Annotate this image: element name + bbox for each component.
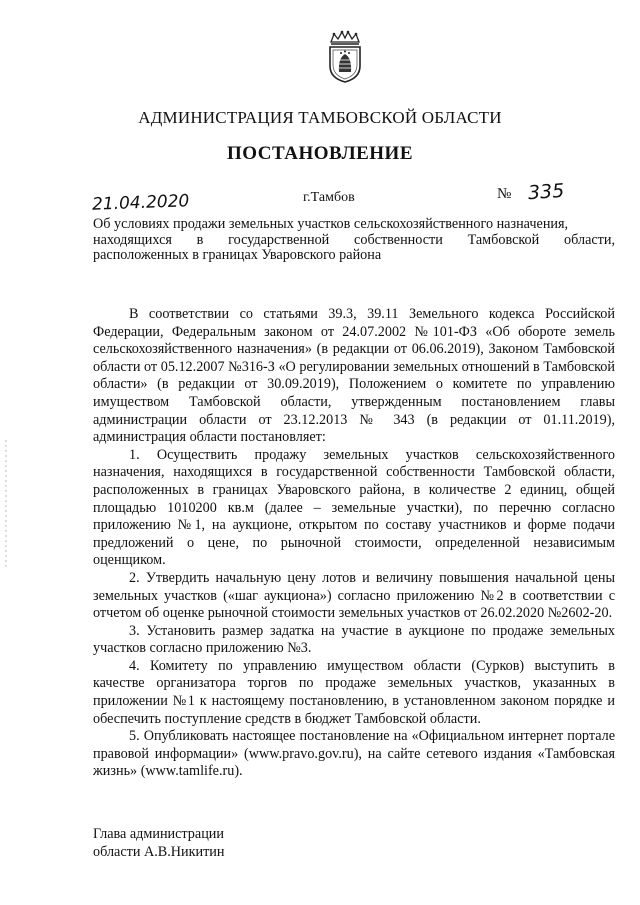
document-number-label: № — [497, 186, 512, 202]
resolution-item: 1. Осуществить продажу земельных участков сельскохозяйственного назначения, находящихся в государственной собственности Тамбовской области, расположенных в границах Уваровского района, в количестве 2 единиц, общей площадью 1010200 кв.м (далее – земельные участки), по перечню согласно приложению №1, на аукционе, открытом по составу участников и форме подачи предложений о цене, по рыночной стоимости, определенной независимым оценщиком. — [93, 446, 615, 569]
document-body — [93, 306, 615, 781]
signature-line: области А.В.Никитин — [93, 843, 225, 860]
document-date: 21.04.2020 — [91, 191, 190, 215]
document-number: 335 — [527, 179, 565, 205]
organization-title: АДМИНИСТРАЦИЯ ТАМБОВСКОЙ ОБЛАСТИ — [138, 108, 502, 127]
resolution-item: 2. Утвердить начальную цену лотов и величину повышения начальной цены земельных участков («шаг аукциона») согласно приложению №2 в соответствии с отчетом об оценке рыночной стоимости земельных участков от 26.02.2020 №2602-20. — [93, 569, 615, 622]
document-type-title: ПОСТАНОВЛЕНИЕ — [226, 143, 414, 164]
tambov-coat-of-arms-icon — [322, 30, 368, 84]
resolution-item: 5. Опубликовать настоящее постановление на «Официальном интернет портале правовой информации» (www.pravo.gov.ru), на сайте сетевого издания «Тамбовская жизнь» (www.tamlife.ru). — [93, 728, 615, 780]
document-subject — [93, 217, 615, 264]
scan-margin-mark — [5, 440, 7, 570]
document-city: г.Тамбов — [303, 190, 355, 205]
preamble-paragraph: В соответствии со статьями 39.3, 39.11 Земельного кодекса Российской Федерации, Федеральным законом от 24.07.2002 №101-ФЗ «Об обороте земель сельскохозяйственного назначения» (в редакции от 06.06.2019), Законом Тамбовской области от 05.12.2007 №316-З «О регулировании земельных отношений в Тамбовской области» (в редакции от 30.09.2019), Положением о комитете по управлению имуществом Тамбовской области, утвержденным постановлением главы администрации области от 23.12.2013 № 343 (в редакции от 01.11.2019), администрация области постановляет: — [93, 306, 615, 446]
subject-line: находящихся в государственной собственности Тамбовской области, — [93, 231, 615, 248]
signature-line: Глава администрации — [93, 826, 224, 842]
subject-line: Об условиях продажи земельных участков сельскохозяйственного назначения, — [93, 216, 569, 232]
subject-line: расположенных в границах Уваровского района — [93, 247, 382, 263]
resolution-item: 4. Комитету по управлению имуществом области (Сурков) выступить в качестве организатора торгов по продаже земельных участков, указанных в приложении №1 к настоящему постановлению, в установленном законом порядке и обеспечить поступление средств в бюджет Тамбовской области. — [93, 657, 615, 727]
resolution-item: 3. Установить размер задатка на участие в аукционе по продаже земельных участков согласно приложению №3. — [93, 622, 615, 657]
signature-block — [93, 826, 224, 861]
